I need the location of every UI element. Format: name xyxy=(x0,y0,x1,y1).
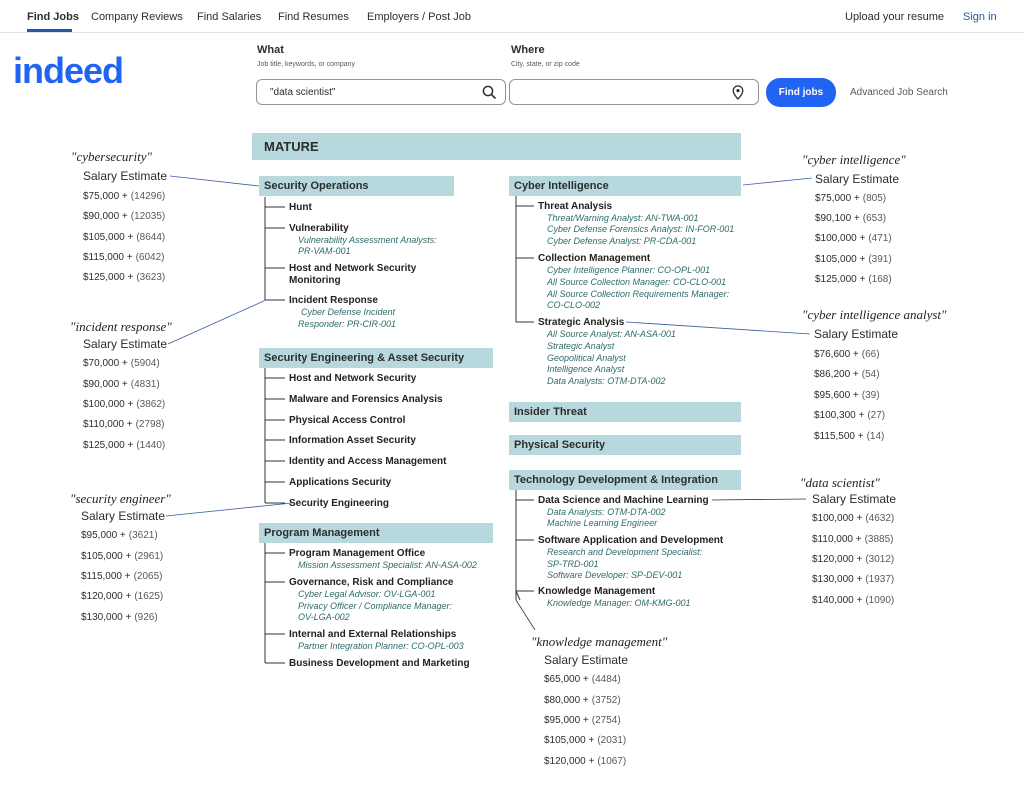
role-text: Cyber Defense Analyst: PR-CDA-001 xyxy=(547,236,697,246)
salary-row[interactable]: $120,000 + (1625) xyxy=(81,591,164,602)
salary-estimate-title: Salary Estimate xyxy=(812,492,897,506)
role-text: Research and Development Specialist: xyxy=(547,547,703,557)
item-security-engineering: Security Engineering xyxy=(289,498,390,509)
salary-row[interactable]: $120,000 + (1067) xyxy=(544,756,627,767)
role-text: Strategic Analyst xyxy=(547,341,615,351)
salary-row[interactable]: $75,000 + (14296) xyxy=(83,191,166,202)
where-sublabel: City, state, or zip code xyxy=(511,61,580,68)
role-text: Vulnerability Assessment Analysts: xyxy=(298,235,437,245)
query-label: "cybersecurity" xyxy=(71,149,152,164)
salary-row[interactable]: $125,000 + (3623) xyxy=(83,272,166,283)
item-knowledge-management: Knowledge Management xyxy=(538,586,656,597)
salary-row[interactable]: $110,000 + (2798) xyxy=(83,419,165,430)
salary-row[interactable]: $95,000 + (2754) xyxy=(544,715,621,726)
salary-row[interactable]: $100,300 + (27) xyxy=(814,410,886,421)
item-identity-access: Identity and Access Management xyxy=(289,456,447,467)
salary-row[interactable]: $115,000 + (2065) xyxy=(81,571,163,582)
salary-row[interactable]: $76,600 + (66) xyxy=(814,349,880,360)
nav-employers[interactable]: Employers / Post Job xyxy=(367,11,471,23)
role-text: Knowledge Manager: OM-KMG-001 xyxy=(547,598,691,608)
role-text: Software Developer: SP-DEV-001 xyxy=(547,570,683,580)
section-security-engineering: Security Engineering & Asset Security xyxy=(259,348,493,368)
salary-row[interactable]: $75,000 + (805) xyxy=(815,193,887,204)
role-text: Cyber Defense Incident xyxy=(301,307,396,317)
section-cyber-intelligence: Cyber Intelligence xyxy=(509,176,741,196)
salary-estimate-title: Salary Estimate xyxy=(815,172,900,186)
salary-row[interactable]: $105,000 + (2031) xyxy=(544,735,627,746)
advanced-search-link[interactable]: Advanced Job Search xyxy=(850,87,948,98)
salary-row[interactable]: $115,000 + (6042) xyxy=(83,252,165,263)
role-text: All Source Collection Manager: CO-CLO-001 xyxy=(547,277,727,287)
find-jobs-button[interactable]: Find jobs xyxy=(766,78,836,107)
role-text: Machine Learning Engineer xyxy=(547,518,658,528)
query-label: "security engineer" xyxy=(70,491,171,506)
role-text: Geopolitical Analyst xyxy=(547,353,626,363)
item-data-science-ml: Data Science and Machine Learning xyxy=(538,495,709,506)
what-input-value: "data scientist" xyxy=(270,87,336,98)
salary-row[interactable]: $125,000 + (168) xyxy=(815,274,892,285)
role-text: Data Analysts: OTM-DTA-002 xyxy=(547,376,666,386)
role-text: Mission Assessment Specialist: AN-ASA-002 xyxy=(298,560,477,570)
salary-row[interactable]: $120,000 + (3012) xyxy=(812,554,895,565)
salary-estimate-title: Salary Estimate xyxy=(544,653,629,667)
nav-find-salaries[interactable]: Find Salaries xyxy=(197,11,262,23)
item-threat-analysis: Threat Analysis xyxy=(538,201,613,212)
item-incident-response: Incident Response xyxy=(289,295,378,306)
item-host-network-monitoring-line2: Monitoring xyxy=(289,275,341,286)
query-label: "data scientist" xyxy=(800,475,880,490)
nav-find-jobs[interactable]: Find Jobs xyxy=(27,11,79,23)
salary-row[interactable]: $80,000 + (3752) xyxy=(544,695,621,706)
salary-row[interactable]: $130,000 + (1937) xyxy=(812,574,895,585)
role-text: Data Analysts: OTM-DTA-002 xyxy=(547,507,666,517)
salary-row[interactable]: $90,100 + (653) xyxy=(815,213,887,224)
role-text: Partner Integration Planner: CO-OPL-003 xyxy=(298,641,464,651)
salary-estimate-title: Salary Estimate xyxy=(83,169,168,183)
role-text: Intelligence Analyst xyxy=(547,364,625,374)
what-sublabel: Job title, keywords, or company xyxy=(257,61,356,68)
query-label: "cyber intelligence analyst" xyxy=(802,307,947,322)
query-label: "incident response" xyxy=(70,319,172,334)
item-host-network-monitoring: Host and Network Security xyxy=(289,263,417,274)
item-strategic-analysis: Strategic Analysis xyxy=(538,317,625,328)
salary-row[interactable]: $140,000 + (1090) xyxy=(812,595,895,606)
item-business-development: Business Development and Marketing xyxy=(289,658,470,669)
section-insider-threat: Insider Threat xyxy=(509,402,741,422)
item-applications-security: Applications Security xyxy=(289,477,392,488)
role-text: CO-CLO-002 xyxy=(547,300,601,310)
item-host-network-security: Host and Network Security xyxy=(289,373,417,384)
section-tech-development: Technology Development & Integration xyxy=(509,470,741,490)
salary-row[interactable]: $130,000 + (926) xyxy=(81,612,158,623)
salary-row[interactable]: $105,000 + (2961) xyxy=(81,551,164,562)
item-grc: Governance, Risk and Compliance xyxy=(289,577,454,588)
where-label: Where xyxy=(511,44,545,56)
query-label: "cyber intelligence" xyxy=(802,152,906,167)
sign-in-link[interactable]: Sign in xyxy=(963,11,997,23)
nav-company-reviews[interactable]: Company Reviews xyxy=(91,11,183,23)
item-internal-external: Internal and External Relationships xyxy=(289,629,457,640)
item-collection-management: Collection Management xyxy=(538,253,651,264)
salary-estimate-title: Salary Estimate xyxy=(83,337,168,351)
diagram-title: MATURE xyxy=(252,133,741,160)
salary-row[interactable]: $95,000 + (3621) xyxy=(81,530,158,541)
salary-row[interactable]: $110,000 + (3885) xyxy=(812,534,894,545)
salary-row[interactable]: $105,000 + (391) xyxy=(815,254,892,265)
salary-row[interactable]: $100,000 + (4632) xyxy=(812,513,895,524)
role-text: Responder: PR-CIR-001 xyxy=(298,319,397,329)
role-text: Privacy Officer / Compliance Manager: xyxy=(298,601,453,611)
salary-estimate-title: Salary Estimate xyxy=(814,327,899,341)
salary-row[interactable]: $90,000 + (4831) xyxy=(83,379,160,390)
what-label: What xyxy=(257,44,284,56)
salary-row[interactable]: $100,000 + (3862) xyxy=(83,399,166,410)
item-hunt: Hunt xyxy=(289,202,312,213)
section-security-operations: Security Operations xyxy=(259,176,454,196)
role-text: Cyber Intelligence Planner: CO-OPL-001 xyxy=(547,265,711,275)
salary-estimate-title: Salary Estimate xyxy=(81,509,166,523)
role-text: SP-TRD-001 xyxy=(547,559,599,569)
role-text: PR-VAM-001 xyxy=(298,246,351,256)
indeed-logo[interactable]: indeed xyxy=(13,50,124,91)
salary-row[interactable]: $65,000 + (4484) xyxy=(544,674,621,685)
item-info-asset-security: Information Asset Security xyxy=(289,435,416,446)
salary-row[interactable]: $86,200 + (54) xyxy=(814,369,880,380)
item-software-app-dev: Software Application and Development xyxy=(538,535,724,546)
salary-row[interactable]: $105,000 + (8644) xyxy=(83,232,166,243)
upload-resume-link[interactable]: Upload your resume xyxy=(845,11,945,23)
role-text: OV-LGA-002 xyxy=(298,612,350,622)
role-text: Threat/Warning Analyst: AN-TWA-001 xyxy=(547,213,699,223)
section-program-management: Program Management xyxy=(259,523,493,543)
section-physical-security: Physical Security xyxy=(509,435,741,455)
item-vulnerability: Vulnerability xyxy=(289,223,349,234)
role-text: All Source Analyst: AN-ASA-001 xyxy=(547,329,676,339)
query-label: "knowledge management" xyxy=(531,634,668,649)
role-text: All Source Collection Requirements Manager: xyxy=(547,289,730,299)
item-malware-forensics: Malware and Forensics Analysis xyxy=(289,394,443,405)
salary-row[interactable]: $95,600 + (39) xyxy=(814,390,880,401)
salary-row[interactable]: $115,500 + (14) xyxy=(814,431,885,442)
salary-row[interactable]: $70,000 + (5904) xyxy=(83,358,160,369)
salary-row[interactable]: $90,000 + (12035) xyxy=(83,211,166,222)
item-pmo: Program Management Office xyxy=(289,548,426,559)
nav-find-resumes[interactable]: Find Resumes xyxy=(278,11,349,23)
role-text: Cyber Legal Advisor: OV-LGA-001 xyxy=(298,589,436,599)
role-text: Cyber Defense Forensics Analyst: IN-FOR-001 xyxy=(547,224,735,234)
item-physical-access: Physical Access Control xyxy=(289,415,406,426)
salary-row[interactable]: $100,000 + (471) xyxy=(815,233,892,244)
salary-row[interactable]: $125,000 + (1440) xyxy=(83,440,166,451)
